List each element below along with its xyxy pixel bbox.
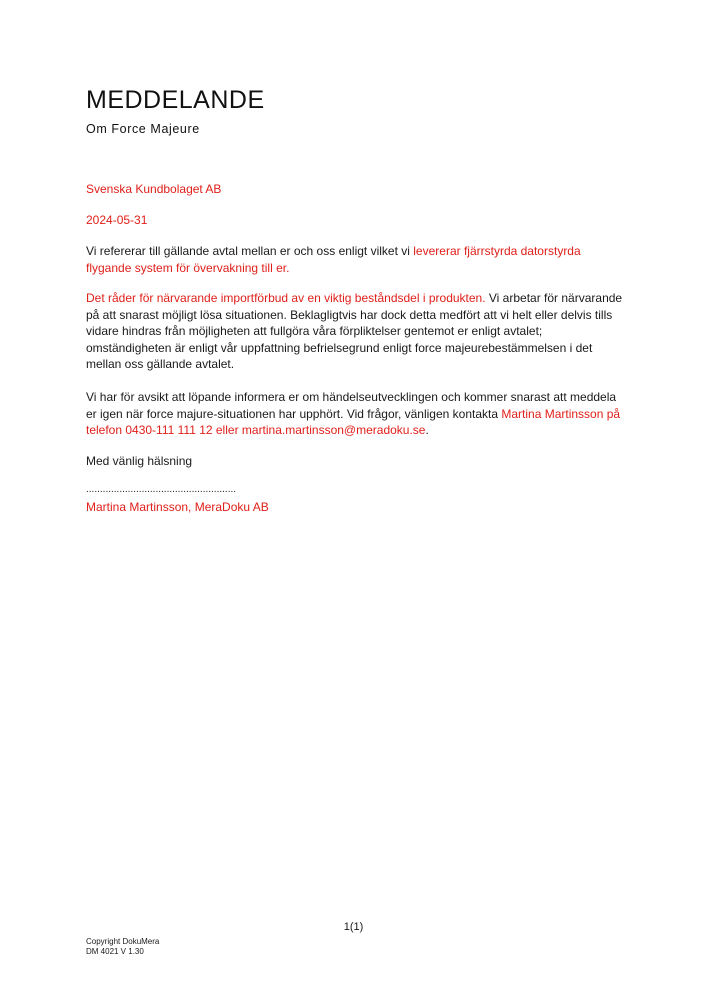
paragraph-information-text: Vi har för avsikt att löpande informera er om händelseutvecklingen och kommer snarast att meddela er igen när force majure-situationen har upphört. Vid frågor, vänligen kontakta <box>86 390 617 421</box>
document-subtitle: Om Force Majeure <box>86 122 200 136</box>
footer-copyright: Copyright DokuMera <box>86 937 160 946</box>
paragraph-agreement <box>86 243 626 276</box>
document-title: MEDDELANDE <box>86 86 265 114</box>
paragraph-agreement-highlight: levererar fjärrstyrda datorstyrda flygande system för övervakning till er. <box>86 244 581 275</box>
paragraph-import-ban <box>86 290 626 373</box>
contact-details: Martina Martinsson på telefon 0430-111 111 12 eller martina.martinsson@meradoku.se <box>86 406 621 437</box>
footer-version: DM 4021 V 1.30 <box>86 947 144 956</box>
recipient-name: Svenska Kundbolaget AB <box>86 182 222 196</box>
paragraph-import-ban-text: Vi arbetar för närvarande på att snarast möjligt lösa situationen. Beklagligtvis har dock detta medfört att vi helt eller delvis tills vidare hindras från möjligheten att fullgöra våra förpliktelser gentemot er enligt avtalet; omständigheten är enligt vår uppfattning befrielsegrund enligt force majeurebestämmelsen i det mellan oss gällande avtalet. <box>86 291 623 371</box>
page-number: 1(1) <box>343 921 364 933</box>
letter-date: 2024-05-31 <box>86 213 148 227</box>
signature-line: ...................................................... <box>86 484 237 495</box>
closing-greeting: Med vänlig hälsning <box>86 454 193 468</box>
paragraph-agreement-text: Vi refererar till gällande avtal mellan er och oss enligt vilket vi <box>86 244 414 258</box>
paragraph-information <box>86 389 626 439</box>
paragraph-import-ban-highlight: Det råder för närvarande importförbud av en viktig beståndsdel i produkten. <box>86 291 486 305</box>
signatory-name: Martina Martinsson, MeraDoku AB <box>86 500 269 514</box>
paragraph-information-end: . <box>425 423 429 437</box>
